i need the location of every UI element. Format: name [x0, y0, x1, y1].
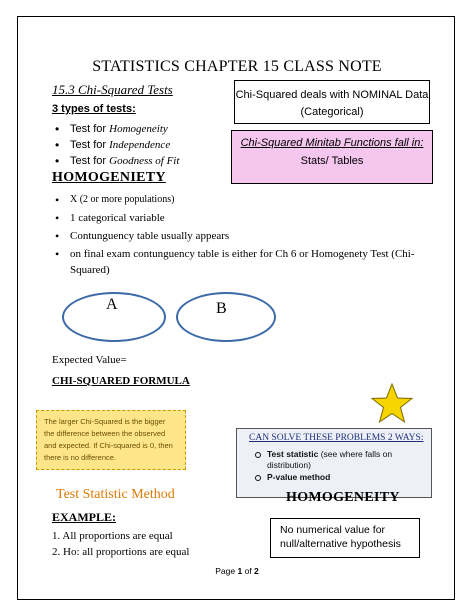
solve-methods-list: [253, 449, 423, 484]
list-item: 2. Ho: all proportions are equal: [52, 546, 190, 558]
solve-methods-box: [236, 428, 432, 498]
page-total: 2: [254, 566, 259, 576]
list-item: • Test for Goodness of Fit: [52, 153, 179, 169]
list-item: Test statistic (see where falls on distribution): [253, 449, 423, 471]
venn-label-a: A: [106, 296, 118, 313]
nominal-line-1: Chi-Squared deals with NOMINAL Data: [235, 89, 429, 101]
section-title: 15.3 Chi-Squared Tests: [52, 82, 173, 97]
list-item: 1. All proportions are equal: [52, 530, 173, 542]
page-footer: Page 1 of 2: [215, 566, 259, 576]
minitab-box: [231, 130, 433, 184]
no-value-box: No numerical value for null/alternative hypothesis: [270, 518, 420, 558]
nominal-data-box: [234, 80, 430, 124]
types-list: [52, 121, 179, 169]
page-number: 1: [237, 566, 243, 576]
expected-value-label: Expected Value=: [52, 354, 127, 366]
list-item: • Test for Homogeneity: [52, 121, 179, 137]
example-heading: EXAMPLE:: [52, 510, 116, 524]
chi-squared-note-box: [36, 410, 186, 470]
note-line: the difference between the observed: [44, 429, 166, 438]
homogeneity-heading: HOMOGENIETY: [52, 170, 166, 185]
note-line: and expected. If Chi-squared is 0, then: [44, 441, 173, 450]
formula-heading: CHI-SQUARED FORMULA: [52, 375, 190, 387]
example-list: [52, 528, 189, 560]
nominal-line-2: (Categorical): [300, 106, 364, 118]
types-heading: 3 types of tests:: [52, 103, 136, 115]
list-item: • on final exam contunguency table is either for Ch 6 or Homogenety Test (Chi-Squared): [52, 246, 432, 278]
homogeneity-heading-2: HOMOGENEITY: [286, 490, 400, 505]
list-item: • Contunguency table usually appears: [52, 228, 432, 244]
document-title: STATISTICS CHAPTER 15 CLASS NOTE: [92, 58, 382, 75]
list-item: P-value method: [253, 472, 423, 483]
minitab-value: Stats/ Tables: [300, 155, 364, 167]
list-item: • Test for Independence: [52, 137, 179, 153]
solve-heading: CAN SOLVE THESE PROBLEMS 2 WAYS:: [249, 433, 424, 443]
star-icon: [370, 382, 414, 426]
note-line: The larger Chi-Squared is the bigger: [44, 417, 166, 426]
homogeneity-list: [52, 192, 432, 280]
venn-label-b: B: [216, 300, 227, 317]
list-item: • X (2 or more populations): [52, 192, 432, 208]
note-line: there is no difference.: [44, 453, 116, 462]
test-statistic-heading: Test Statistic Method: [56, 487, 175, 502]
minitab-heading: Chi-Squared Minitab Functions fall in:: [240, 137, 424, 149]
list-item: • 1 categorical variable: [52, 210, 432, 226]
